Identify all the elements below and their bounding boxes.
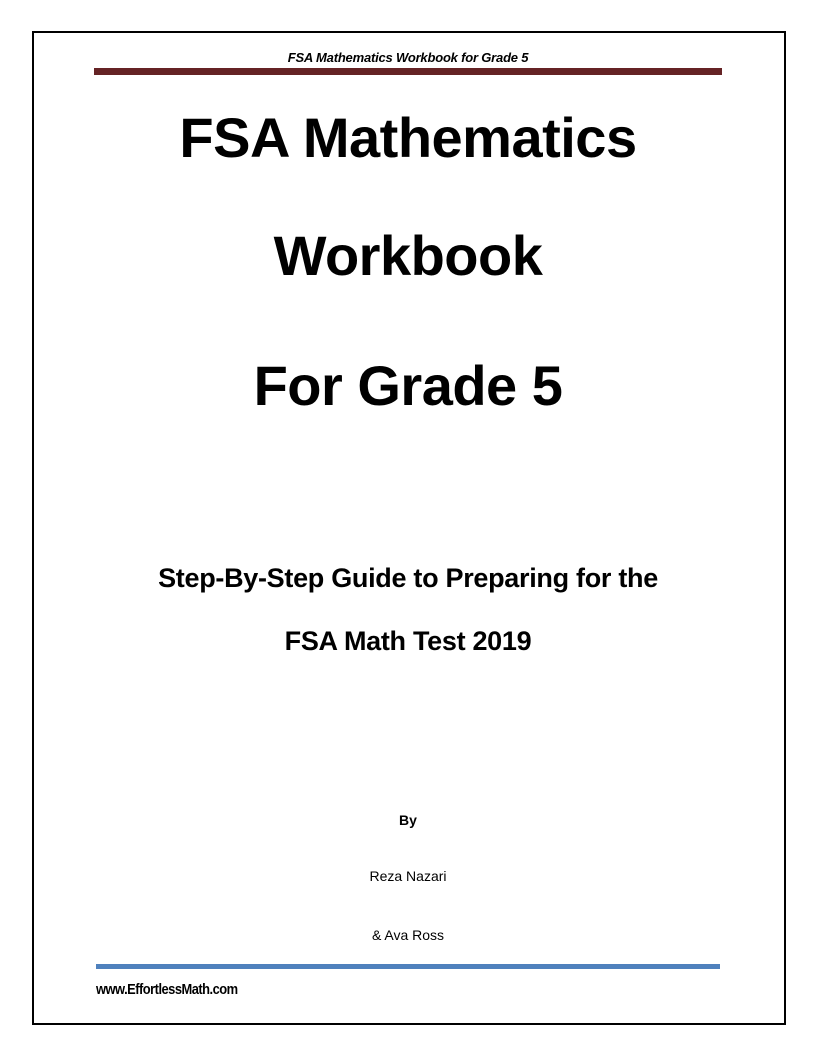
footer-website-link[interactable]: www.EffortlessMath.com xyxy=(96,981,238,998)
running-header-title: FSA Mathematics Workbook for Grade 5 xyxy=(287,50,529,65)
book-title-line-1: FSA Mathematics xyxy=(179,106,637,169)
author-name-1: Reza Nazari xyxy=(369,868,447,884)
book-title-line-3: For Grade 5 xyxy=(253,354,563,417)
subtitle-line-1: Step-By-Step Guide to Preparing for the xyxy=(158,563,658,593)
author-name-2: & Ava Ross xyxy=(371,927,445,943)
header-divider-rule xyxy=(94,68,722,75)
book-title-line-2: Workbook xyxy=(273,224,543,287)
footer-divider-rule xyxy=(96,964,720,969)
by-label: By xyxy=(399,812,417,828)
subtitle-line-2: FSA Math Test 2019 xyxy=(284,626,532,656)
